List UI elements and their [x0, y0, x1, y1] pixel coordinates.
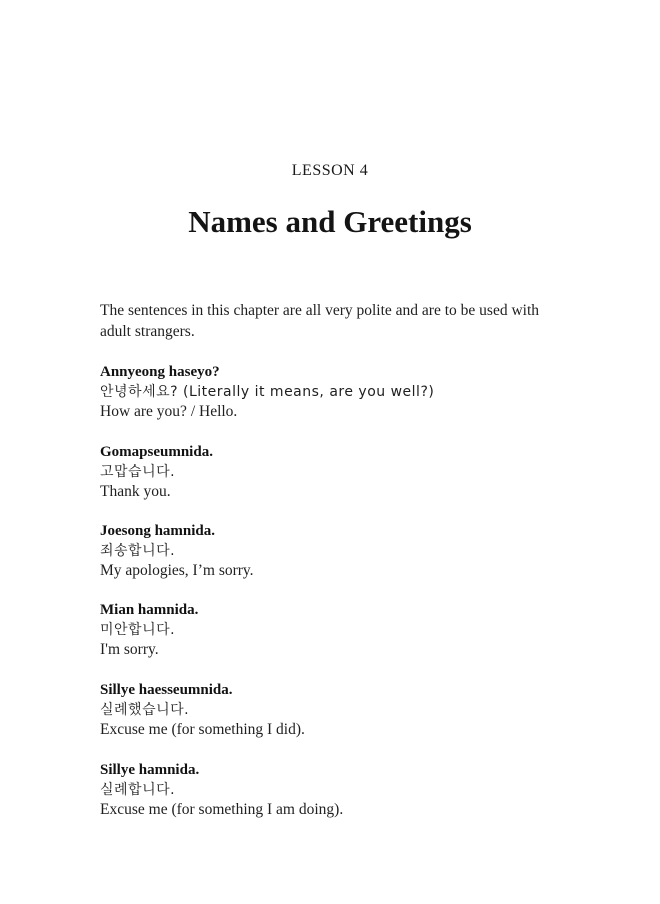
- phrase-romanized: Sillye hamnida.: [100, 762, 200, 778]
- phrase-entry: [100, 362, 570, 422]
- phrase-english: How are you? / Hello.: [100, 403, 238, 420]
- chapter-title: Names and Greetings: [188, 204, 472, 239]
- phrase-entry: [100, 442, 570, 502]
- phrase-korean: 안녕하세요? (Literally it means, are you well?): [100, 384, 435, 400]
- phrase-english: Thank you.: [100, 483, 171, 500]
- phrase-entry: [100, 600, 570, 660]
- phrase-entry: [100, 521, 570, 581]
- lesson-number: LESSON 4: [291, 162, 369, 179]
- phrase-korean: 죄송합니다.: [100, 543, 176, 559]
- phrase-korean: 고맙습니다.: [100, 464, 176, 480]
- phrase-entry: [100, 680, 570, 740]
- phrase-korean: 미안합니다.: [100, 622, 176, 638]
- phrase-korean: 실례했습니다.: [100, 702, 190, 718]
- phrase-romanized: Joesong hamnida.: [100, 523, 216, 539]
- phrase-english: Excuse me (for something I am doing).: [100, 801, 344, 818]
- phrase-korean: 실례합니다.: [100, 782, 176, 798]
- phrase-romanized: Mian hamnida.: [100, 602, 199, 618]
- intro-paragraph: The sentences in this chapter are all very polite and are to be used with adult strangers.: [100, 302, 540, 340]
- phrase-english: My apologies, I’m sorry.: [100, 562, 254, 579]
- phrase-english: I'm sorry.: [100, 641, 159, 658]
- phrase-romanized: Sillye haesseumnida.: [100, 682, 233, 698]
- phrase-entry: [100, 760, 570, 820]
- phrase-romanized: Annyeong haseyo?: [100, 364, 220, 380]
- phrase-romanized: Gomapseumnida.: [100, 444, 213, 460]
- phrase-english: Excuse me (for something I did).: [100, 721, 305, 738]
